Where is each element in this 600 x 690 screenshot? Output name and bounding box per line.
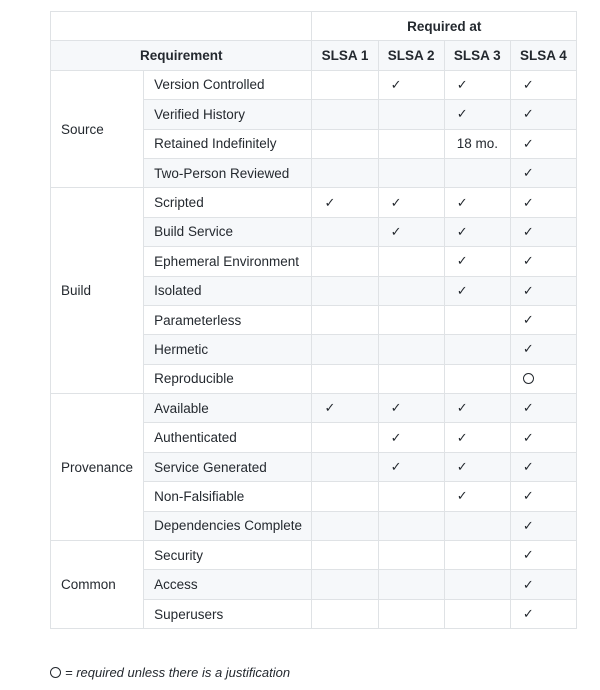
check-icon: ✓ [456,282,468,298]
check-icon: ✓ [456,253,468,269]
level-cell [378,305,444,334]
check-icon: ✓ [390,429,402,445]
check-icon: ✓ [456,400,468,416]
requirement-cell: Build Service [144,217,312,246]
level-cell [378,70,444,99]
level-cell [312,188,378,217]
level-cell [312,541,378,570]
check-icon: ✓ [390,194,402,210]
level-cell [444,394,510,423]
required-at-header: Required at [312,12,577,41]
check-icon: ✓ [522,488,534,504]
level-cell [378,423,444,452]
requirement-cell: Retained Indefinitely [144,129,312,158]
check-icon: ✓ [456,488,468,504]
check-icon: ✓ [456,106,468,122]
check-icon: ✓ [390,459,402,475]
level-cell [444,129,510,158]
level-header-slsa-1: SLSA 1 [312,41,378,70]
level-cell [378,335,444,364]
check-icon: ✓ [522,341,534,357]
level-cell [312,158,378,187]
level-cell [444,247,510,276]
level-cell [312,394,378,423]
check-icon: ✓ [456,194,468,210]
requirement-cell: Reproducible [144,364,312,393]
table-row [51,394,577,423]
level-cell [378,188,444,217]
check-icon: ✓ [522,76,534,92]
level-cell [312,511,378,540]
header-row-group [51,12,577,41]
level-cell [510,570,576,599]
circle-legend-icon [50,667,61,678]
table-body [51,70,577,628]
check-icon: ✓ [522,194,534,210]
check-icon: ✓ [522,429,534,445]
level-cell [444,364,510,393]
level-cell [378,247,444,276]
level-cell [378,364,444,393]
level-cell [378,100,444,129]
level-cell [312,423,378,452]
circle-icon [523,373,534,384]
level-cell [378,482,444,511]
level-cell [510,364,576,393]
level-cell [510,394,576,423]
level-cell [378,452,444,481]
level-header-slsa-4: SLSA 4 [510,41,576,70]
level-cell [510,423,576,452]
check-icon: ✓ [522,165,534,181]
check-icon: ✓ [456,459,468,475]
level-cell [510,217,576,246]
level-cell [378,511,444,540]
check-icon: ✓ [522,253,534,269]
level-cell [378,158,444,187]
footnote [50,665,290,680]
level-cell [312,247,378,276]
check-icon: ✓ [522,282,534,298]
level-cell [510,541,576,570]
level-cell [312,364,378,393]
level-cell [510,188,576,217]
level-cell [444,423,510,452]
header-blank-cell [51,12,312,41]
check-icon: ✓ [522,223,534,239]
category-cell: Provenance [51,394,144,541]
slsa-requirements-table [50,11,577,629]
level-cell [444,305,510,334]
table-row [51,188,577,217]
check-icon: ✓ [522,106,534,122]
level-cell [510,276,576,305]
table-row [51,70,577,99]
check-icon: ✓ [522,135,534,151]
check-icon: ✓ [456,76,468,92]
level-cell [444,188,510,217]
level-cell [510,599,576,628]
category-cell: Common [51,541,144,629]
level-cell [444,570,510,599]
level-cell [312,335,378,364]
level-cell [378,394,444,423]
level-cell [312,70,378,99]
requirement-cell: Isolated [144,276,312,305]
level-cell [510,70,576,99]
check-icon: ✓ [390,400,402,416]
level-cell [444,541,510,570]
requirement-cell: Non-Falsifiable [144,482,312,511]
requirement-cell: Version Controlled [144,70,312,99]
requirement-cell: Scripted [144,188,312,217]
level-cell [312,276,378,305]
level-cell [312,217,378,246]
level-cell [312,452,378,481]
requirement-cell: Parameterless [144,305,312,334]
check-icon: ✓ [390,76,402,92]
footnote-text: = required unless there is a justification [65,665,291,680]
level-cell [378,217,444,246]
check-icon: ✓ [522,547,534,563]
requirement-header: Requirement [51,41,312,70]
requirement-cell: Available [144,394,312,423]
level-header-slsa-2: SLSA 2 [378,41,444,70]
check-icon: ✓ [522,517,534,533]
check-icon: ✓ [456,429,468,445]
table-row [51,541,577,570]
level-cell [444,482,510,511]
check-icon: ✓ [522,606,534,621]
level-cell [312,305,378,334]
category-cell: Build [51,188,144,394]
level-cell [510,129,576,158]
level-cell [510,100,576,129]
check-icon: ✓ [522,576,534,592]
level-cell [444,70,510,99]
requirement-cell: Superusers [144,599,312,628]
level-cell [444,100,510,129]
level-cell [312,129,378,158]
level-cell [378,599,444,628]
level-cell [444,158,510,187]
level-cell [510,511,576,540]
level-cell [378,276,444,305]
level-cell [510,247,576,276]
level-cell [312,599,378,628]
check-icon: ✓ [522,312,534,328]
requirement-cell: Authenticated [144,423,312,452]
check-icon: ✓ [522,400,534,416]
level-cell [510,482,576,511]
level-cell [510,452,576,481]
level-cell [444,511,510,540]
requirement-cell: Access [144,570,312,599]
level-cell [444,276,510,305]
header-row-levels [51,41,577,70]
category-cell: Source [51,70,144,188]
requirement-cell: Dependencies Complete [144,511,312,540]
level-cell [312,100,378,129]
check-icon: ✓ [390,223,402,239]
level-cell [378,541,444,570]
level-cell [444,217,510,246]
requirement-cell: Service Generated [144,452,312,481]
level-cell [312,482,378,511]
level-cell [444,452,510,481]
check-icon: ✓ [324,194,336,210]
requirement-cell: Ephemeral Environment [144,247,312,276]
level-header-slsa-3: SLSA 3 [444,41,510,70]
level-cell [444,599,510,628]
level-cell [510,335,576,364]
requirement-cell: Verified History [144,100,312,129]
level-cell [378,570,444,599]
requirement-cell: Two-Person Reviewed [144,158,312,187]
level-cell [510,305,576,334]
level-cell [378,129,444,158]
level-value: 18 mo. [456,136,498,152]
requirement-cell: Security [144,541,312,570]
level-cell [312,570,378,599]
check-icon: ✓ [456,223,468,239]
check-icon: ✓ [522,459,534,475]
check-icon: ✓ [324,400,336,416]
requirement-cell: Hermetic [144,335,312,364]
level-cell [510,158,576,187]
level-cell [444,335,510,364]
